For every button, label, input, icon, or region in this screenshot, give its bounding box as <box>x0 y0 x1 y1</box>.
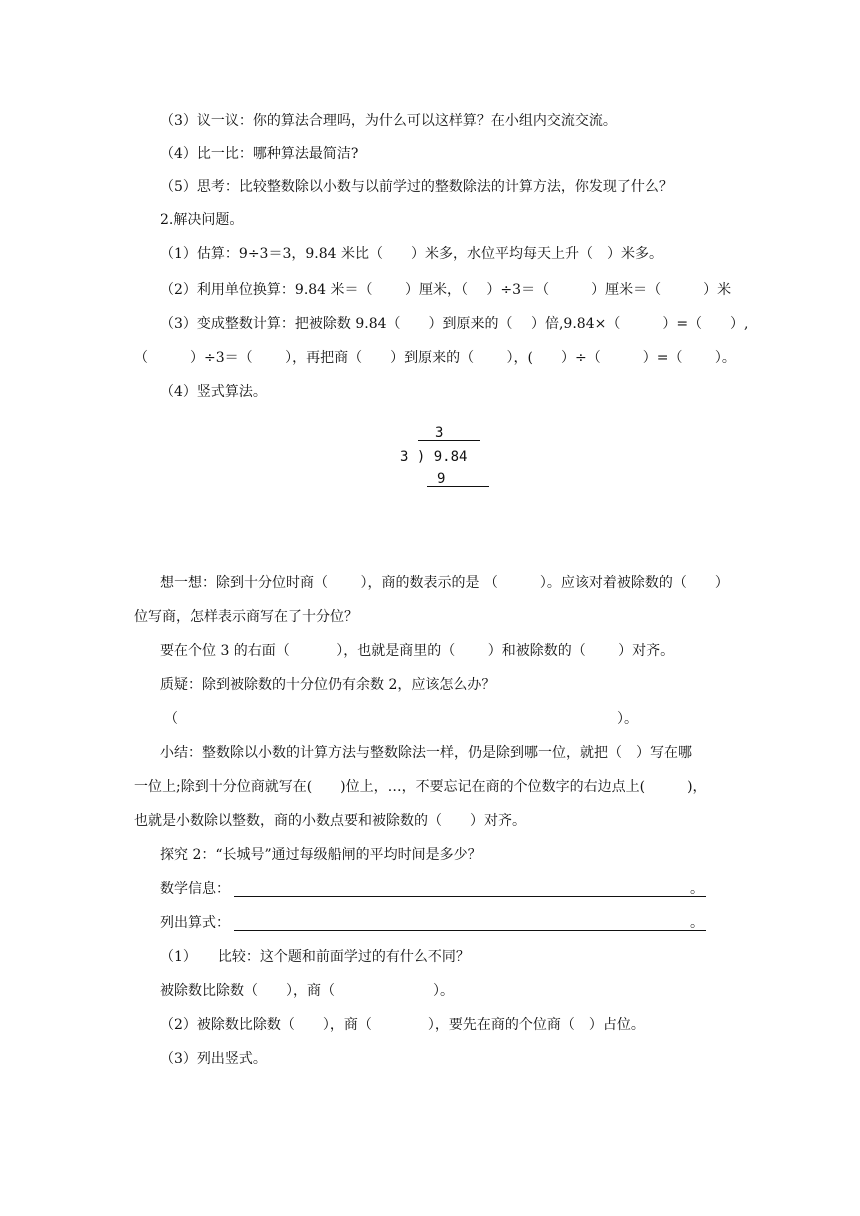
line-think-about: 想一想：除到十分位时商（ ），商的数表示的是 （ ）。应该对着被除数的（ ） <box>160 575 729 591</box>
line-question: 质疑：除到被除数的十分位仍有余数 2，应该怎么办？ <box>160 677 496 693</box>
math-info-blank <box>234 896 706 897</box>
line-compare: （4）比一比：哪种算法最简洁? <box>160 146 359 162</box>
division-dividend: 3 ) 9.84 <box>400 449 468 465</box>
line-think: （5）思考：比较整数除以小数与以前学过的整数除法的计算方法，你发现了什么？ <box>160 179 673 195</box>
line-compare-diff: （1） 比较：这个题和前面学过的有什么不同？ <box>160 949 470 965</box>
expression-period: 。 <box>690 915 704 931</box>
math-info-period: 。 <box>690 881 704 897</box>
line-discuss: （3）议一议：你的算法合理吗，为什么可以这样算？在小组内交流交流。 <box>160 113 617 129</box>
division-product: 9 <box>437 471 446 487</box>
line-estimate: （1）估算：9÷3＝3，9.84 米比（ ）米多，水位平均每天上升（ ）米多。 <box>160 246 663 262</box>
line-summary-cont1: 一位上;除到十分位商就写在( )位上，…，不要忘记在商的个位数字的右边点上( )， <box>134 779 707 795</box>
line-vertical-method: （4）竖式算法。 <box>160 384 267 400</box>
label-math-info: 数学信息： <box>160 881 230 897</box>
subtract-bar <box>427 486 489 487</box>
line-think-about-cont: 位写商，怎样表示商写在了十分位？ <box>134 609 358 625</box>
line-summary: 小结：整数除以小数的计算方法与整数除法一样，仍是除到哪一位，就把（ ）写在哪 <box>160 745 692 761</box>
answer-close-paren: ）。 <box>617 711 638 727</box>
division-quotient: 3 <box>435 425 444 441</box>
line-integer-calc-cont: （ ）÷3＝（ ），再把商（ ）到原来的（ ），( ）÷（ ）=（ ）。 <box>134 350 736 366</box>
expression-blank <box>234 930 706 931</box>
line-explore-2: 探究 2：“长城号”通过每级船闸的平均时间是多少？ <box>160 847 482 863</box>
line-placeholder-zero: （2）被除数比除数（ ），商（ ），要先在商的个位商（ ）占位。 <box>160 1017 645 1033</box>
answer-open-paren: （ <box>164 711 178 727</box>
line-unit-conversion: （2）利用单位换算：9.84 米＝（ ）厘米，（ ）÷3＝（ ）厘米＝（ ）米 <box>160 282 732 298</box>
line-decimal-point: 要在个位 3 的右面（ ），也就是商里的（ ）和被除数的（ ）对齐。 <box>160 643 675 659</box>
line-write-vertical: （3）列出竖式。 <box>160 1051 267 1067</box>
line-summary-cont2: 也就是小数除以整数，商的小数点要和被除数的（ ）对齐。 <box>134 813 526 829</box>
label-expression: 列出算式： <box>160 915 230 931</box>
line-integer-calc: （3）变成整数计算：把被除数 9.84（ ）到原来的（ ）倍,9.84×（ ）=（ ）, <box>160 316 749 332</box>
section-solve-problem: 2.解决问题。 <box>160 212 244 228</box>
line-dividend-vs-divisor: 被除数比除数（ ），商（ ）。 <box>160 983 454 999</box>
quotient-bar <box>418 440 480 441</box>
